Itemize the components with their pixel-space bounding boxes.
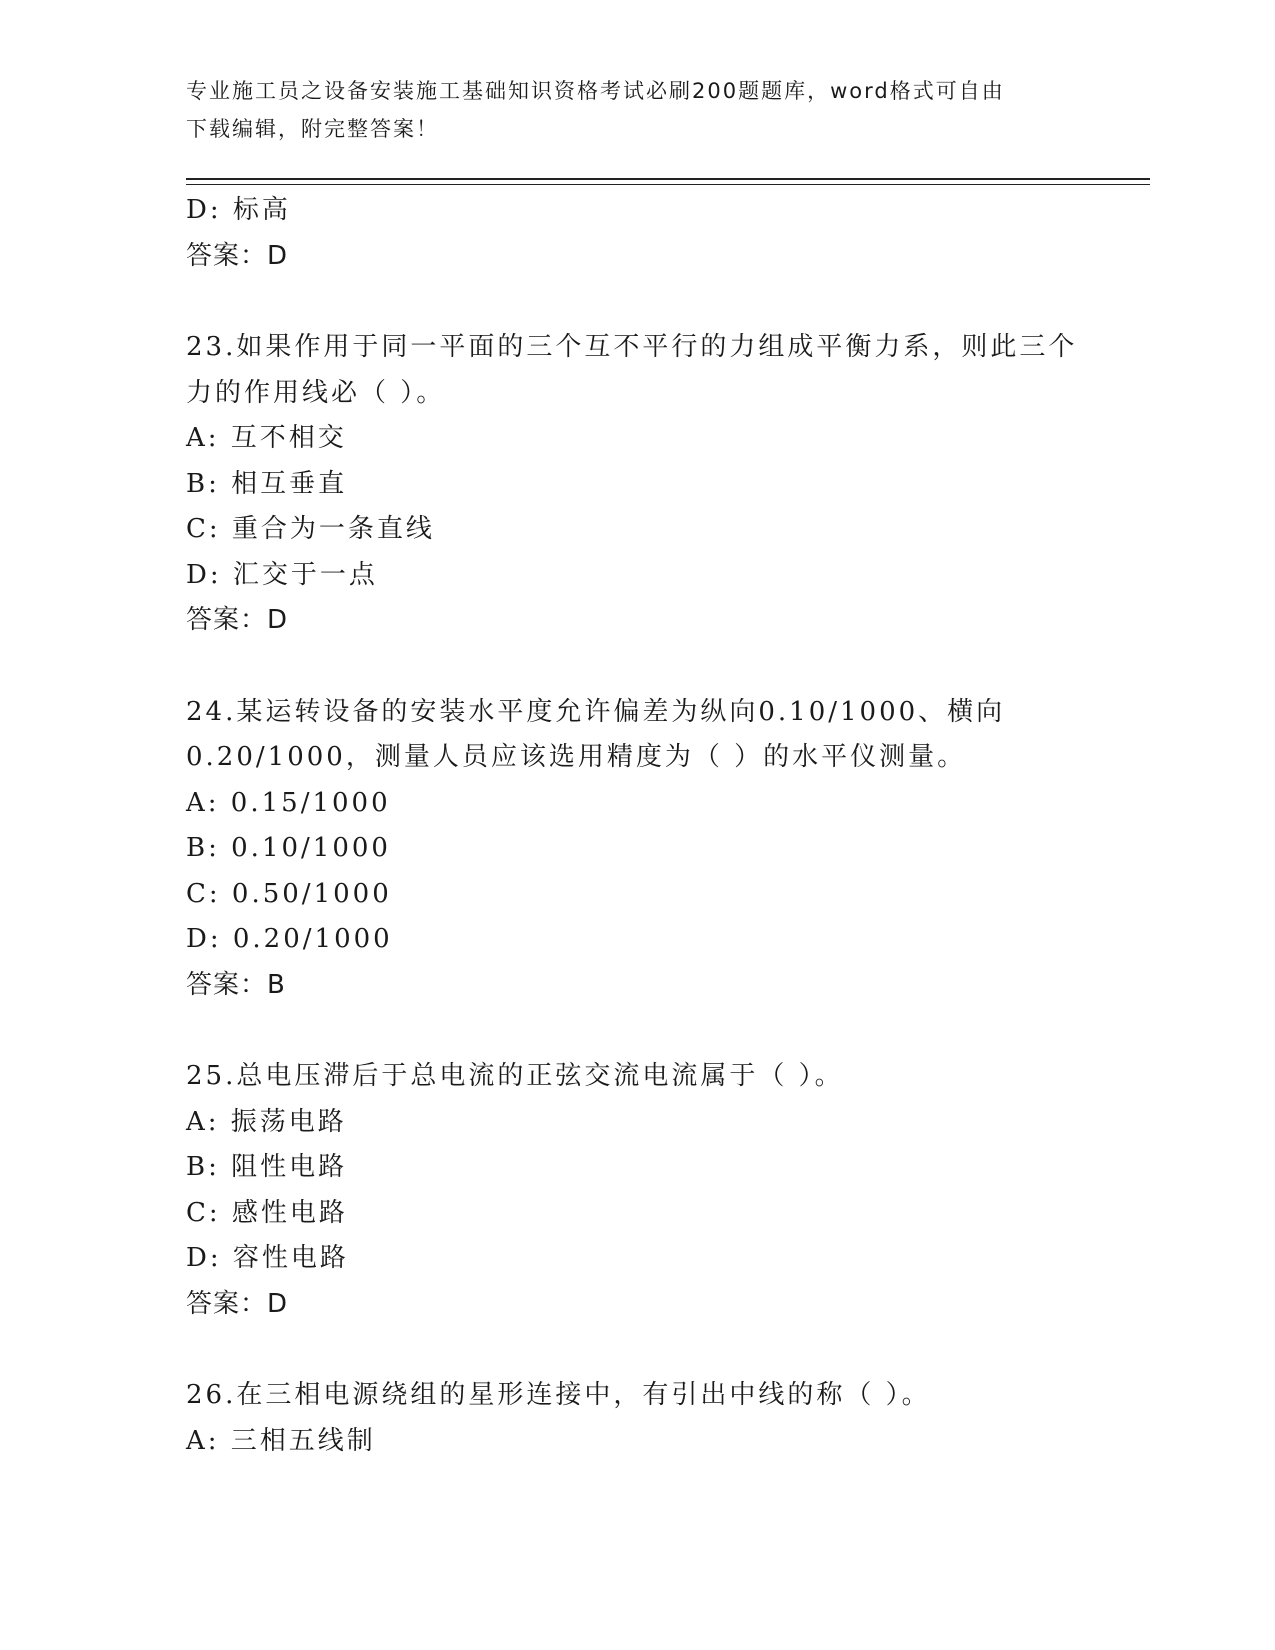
question-22-tail (186, 188, 1086, 279)
option-a: A: 振荡电路 (186, 1106, 347, 1137)
header-line-1: 专业施工员之设备安装施工基础知识资格考试必刷200题题库，word格式可自由 (186, 79, 1005, 103)
answer-line: 答案：D (186, 605, 289, 635)
question-stem-line-2: 0.20/1000，测量人员应该选用精度为（ ）的水平仪测量。 (186, 742, 967, 772)
option-b: B: 0.10/1000 (186, 833, 391, 863)
question-stem-line-1: 24.某运转设备的安装水平度允许偏差为纵向0.10/1000、横向 (186, 696, 1006, 727)
question-23 (186, 325, 1086, 644)
header-divider-thick (186, 178, 1150, 180)
option-b: B: 相互垂直 (186, 468, 348, 499)
question-stem-line-1: 25.总电压滞后于总电流的正弦交流电流属于（ ）。 (186, 1061, 844, 1091)
document-header (186, 72, 1086, 148)
option-c: C: 感性电路 (186, 1197, 348, 1228)
option-d: D: 容性电路 (186, 1243, 349, 1273)
header-divider-thin (186, 184, 1150, 185)
answer-line: 答案：B (186, 969, 286, 1000)
option-d: D: 标高 (186, 195, 291, 225)
option-a: A: 三相五线制 (186, 1425, 376, 1456)
question-24 (186, 690, 1086, 1009)
option-d: D: 0.20/1000 (186, 924, 393, 954)
option-b: B: 阻性电路 (186, 1152, 348, 1182)
question-stem-line-1: 23.如果作用于同一平面的三个互不平行的力组成平衡力系，则此三个 (186, 332, 1078, 362)
option-a: A: 0.15/1000 (186, 787, 391, 818)
option-c: C: 重合为一条直线 (186, 514, 435, 544)
answer-line: 答案：D (186, 240, 289, 271)
answer-line: 答案：D (186, 1288, 289, 1319)
option-d: D: 汇交于一点 (186, 559, 378, 590)
option-c: C: 0.50/1000 (186, 878, 392, 909)
header-line-2: 下载编辑，附完整答案！ (186, 117, 439, 141)
question-26 (186, 1373, 1086, 1464)
question-25 (186, 1054, 1086, 1327)
option-a: A: 互不相交 (186, 423, 347, 453)
question-list (186, 188, 1086, 1464)
question-stem-line-2: 力的作用线必（ ）。 (186, 377, 446, 408)
question-stem-line-1: 26.在三相电源绕组的星形连接中，有引出中线的称（ ）。 (186, 1380, 931, 1410)
